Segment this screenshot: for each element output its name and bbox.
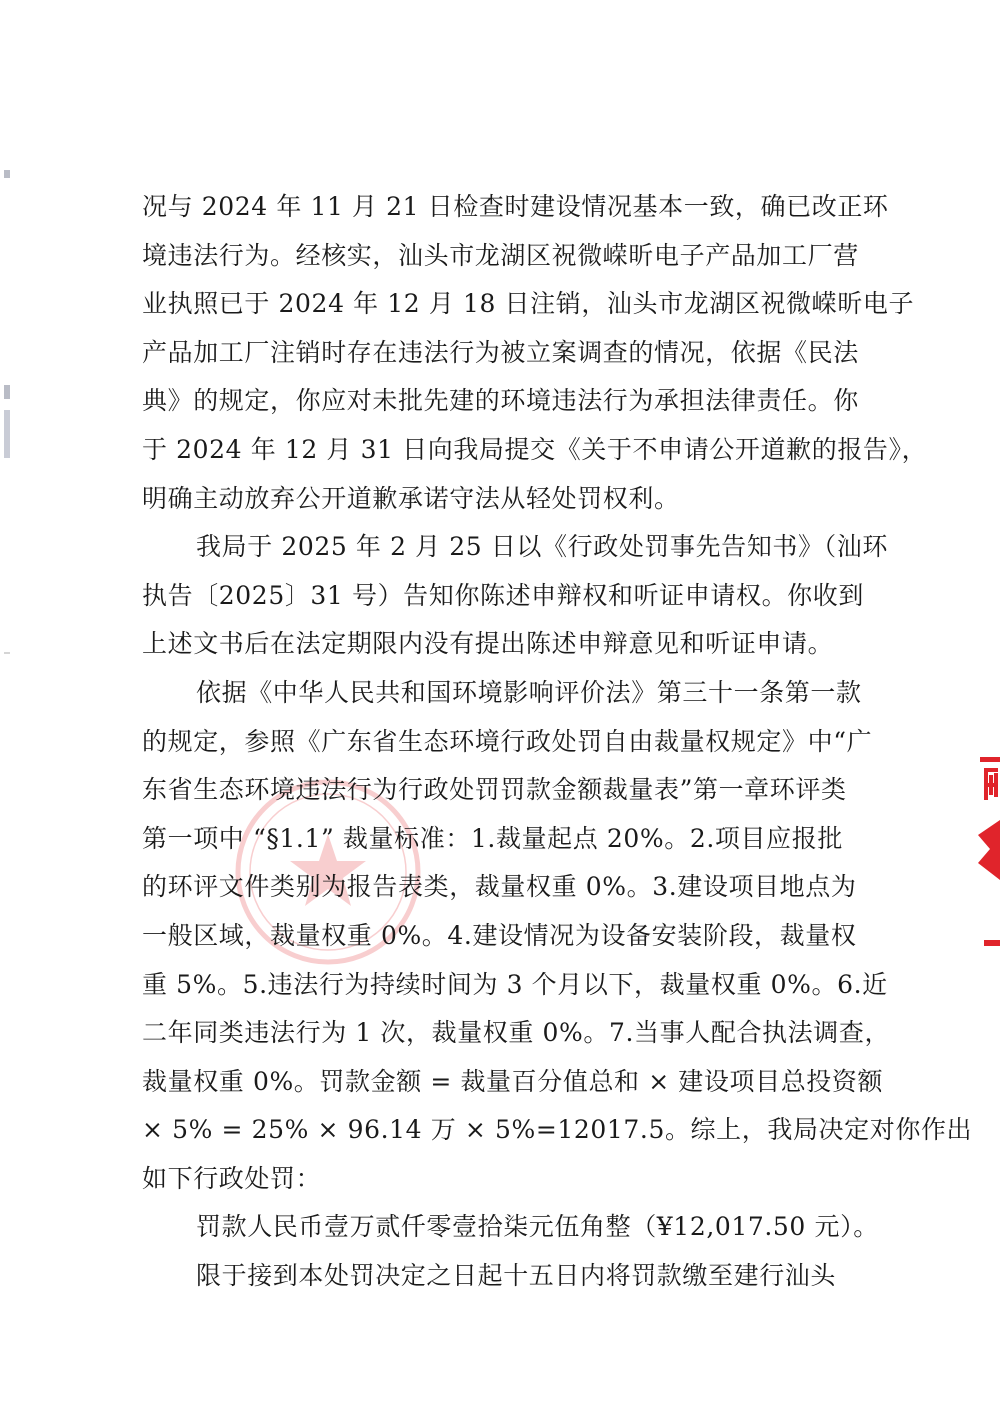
body-line: 况与 2024 年 11 月 21 日检查时建设情况基本一致，确已改正环 [142, 192, 889, 221]
scan-edge-marks [4, 0, 12, 1414]
body-line: 的环评文件类别为报告表类，裁量权重 0%。3.建设项目地点为 [142, 872, 857, 902]
body-line: 业执照已于 2024 年 12 月 18 日注销，汕头市龙湖区祝微嵘昕电子 [142, 289, 915, 319]
body-line: 典》的规定，你应对未批先建的环境违法行为承担法律责任。你 [142, 386, 859, 416]
body-line: 上述文书后在法定期限内没有提出陈述申辩意见和听证申请。 [142, 629, 834, 659]
body-line: 执告〔2025〕31 号）告知你陈述申辩权和听证申请权。你收到 [142, 580, 864, 610]
body-line: 裁量权重 0%。罚款金额 = 裁量百分值总和 × 建设项目总投资额 [142, 1066, 884, 1096]
scan-mark [4, 652, 10, 654]
body-line: 第一项中 “§1.1” 裁量标准：1.裁量起点 20%。2.项目应报批 [142, 823, 843, 853]
body-line: × 5% = 25% × 96.14 万 × 5%=12017.5。综上，我局决定对你作出 [142, 1115, 973, 1145]
penalty-amount-line: 罚款人民币壹万贰仟零壹拾柒元伍角整（¥12,017.50 元）。 [196, 1212, 879, 1242]
body-line: 如下行政处罚： [142, 1163, 322, 1193]
side-seal-fragment [960, 745, 1000, 975]
scan-mark [4, 385, 10, 399]
scan-mark [4, 170, 10, 178]
document-body [142, 183, 973, 1301]
body-line: 重 5%。5.违法行为持续时间为 3 个月以下，裁量权重 0%。6.近 [142, 969, 888, 999]
body-line: 产品加工厂注销时存在违法行为被立案调查的情况，依据《民法 [142, 337, 859, 367]
body-line: 二年同类违法行为 1 次，裁量权重 0%。7.当事人配合执法调查， [142, 1018, 891, 1048]
body-line: 明确主动放弃公开道歉承诺守法从轻处罚权利。 [142, 483, 680, 513]
body-line: 境违法行为。经核实，汕头市龙湖区祝微嵘昕电子产品加工厂营 [142, 240, 859, 270]
paragraph-start-line: 我局于 2025 年 2 月 25 日以《行政处罚事先告知书》（汕环 [196, 532, 888, 562]
body-line: 的规定，参照《广东省生态环境行政处罚自由裁量权规定》中“广 [142, 726, 873, 756]
paragraph-start-line: 依据《中华人民共和国环境影响评价法》第三十一条第一款 [196, 677, 862, 707]
paragraph-start-line: 限于接到本处罚决定之日起十五日内将罚款缴至建行汕头 [196, 1261, 837, 1291]
body-line: 一般区域，裁量权重 0%。4.建设情况为设备安装阶段，裁量权 [142, 920, 857, 950]
body-line: 东省生态环境违法行为行政处罚罚款金额裁量表”第一章环评类 [142, 775, 847, 805]
scan-mark [4, 410, 10, 458]
body-line: 于 2024 年 12 月 31 日向我局提交《关于不申请公开道歉的报告》， [142, 434, 928, 464]
